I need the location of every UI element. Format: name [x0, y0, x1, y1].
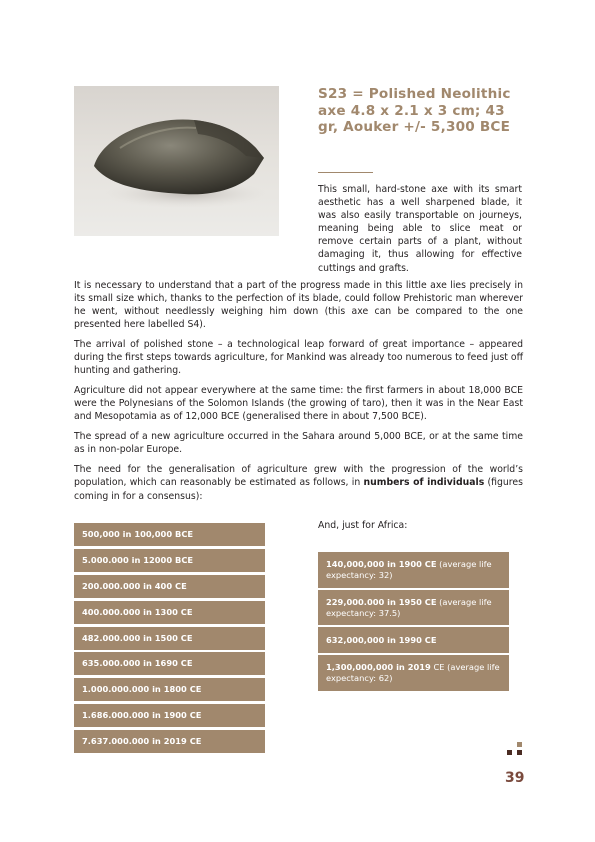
population-row: 200.000.000 in 400 CE [74, 575, 265, 598]
africa-row-value: 229,000.000 in 1950 CE [326, 596, 437, 607]
world-population-list [74, 523, 265, 756]
artifact-description: This small, hard-stone axe with its smart aesthetic has a well sharpened blade, it was also easily transportable on journeys, meaning being able to slice meat or remove certain parts of a plant, without damaging it, thus allowing for effective cuttings and grafts. [318, 184, 522, 274]
square-mark [517, 750, 522, 755]
paragraph: The spread of a new agriculture occurred in the Sahara around 5,000 BCE, or at the same time as in non-polar Europe. [74, 431, 523, 456]
population-row: 635.000.000 in 1690 CE [74, 652, 265, 675]
body-text [74, 279, 523, 509]
africa-row-value: 140,000,000 in 1900 CE [326, 559, 437, 569]
population-row: 400.000.000 in 1300 CE [74, 601, 265, 624]
africa-population-list [318, 552, 509, 693]
title-divider [318, 172, 373, 173]
page-number: 39 [505, 770, 525, 786]
africa-label: And, just for Africa: [318, 520, 408, 531]
africa-row-note: (average life expectancy: 37.5) [326, 596, 492, 618]
paragraph: It is necessary to understand that a part of the progress made in this little axe lies precisely in its small size which, thanks to the perfection of its blade, could follow Prehistoric man wherever he went, without needlessly weighing him down (this axe can be compared to the one presented here labelled S4). [74, 280, 523, 331]
population-row: 1.000.000.000 in 1800 CE [74, 678, 265, 701]
paragraph: The arrival of polished stone – a technological leap forward of great importance – appeared during the first steps towards agriculture, for Mankind was already too numerous to feed just off hunting and gathering. [74, 339, 523, 377]
population-row: 1.686.000.000 in 1900 CE [74, 704, 265, 727]
africa-row [318, 590, 509, 626]
artifact-title: S23 = Polished Neolithic axe 4.8 x 2.1 x 3 cm; 43 gr, Aouker +/- 5,300 BCE [318, 86, 511, 135]
paragraph: Agriculture did not appear everywhere at the same time: the first farmers in about 18,000 BCE were the Polynesians of the Solomon Islands (the growing of taro), then it was in the Near East and Mesopotamia as of 12,000 BCE (generalised there in about 7,500 BCE). [74, 385, 523, 423]
population-row: 482.000.000 in 1500 CE [74, 627, 265, 650]
population-text-after: (figures coming in for a consensus): [74, 477, 523, 502]
square-mark [517, 742, 522, 747]
africa-row [318, 552, 509, 588]
population-row: 500,000 in 100,000 BCE [74, 523, 265, 546]
population-text-before: The need for the generalisation of agriculture grew with the progression of the world’s population, which can reasonably be estimated as follows, in [74, 464, 523, 489]
africa-row-note: CE (average life expectancy: 62) [326, 662, 500, 684]
decorative-squares-icon [507, 742, 523, 756]
population-text-bold: numbers of individuals [363, 477, 485, 489]
population-paragraph [74, 463, 523, 502]
africa-row-value: 632,000,000 in 1990 CE [326, 635, 437, 646]
population-row: 5.000.000 in 12000 BCE [74, 549, 265, 572]
africa-row [318, 627, 509, 653]
africa-row-note: (average life expectancy: 32) [326, 559, 492, 581]
axe-photo [74, 86, 279, 236]
africa-row-value: 1,300,000,000 in 2019 [326, 662, 431, 673]
population-row: 7.637.000.000 in 2019 CE [74, 730, 265, 753]
africa-row [318, 655, 509, 691]
square-mark [507, 750, 512, 755]
